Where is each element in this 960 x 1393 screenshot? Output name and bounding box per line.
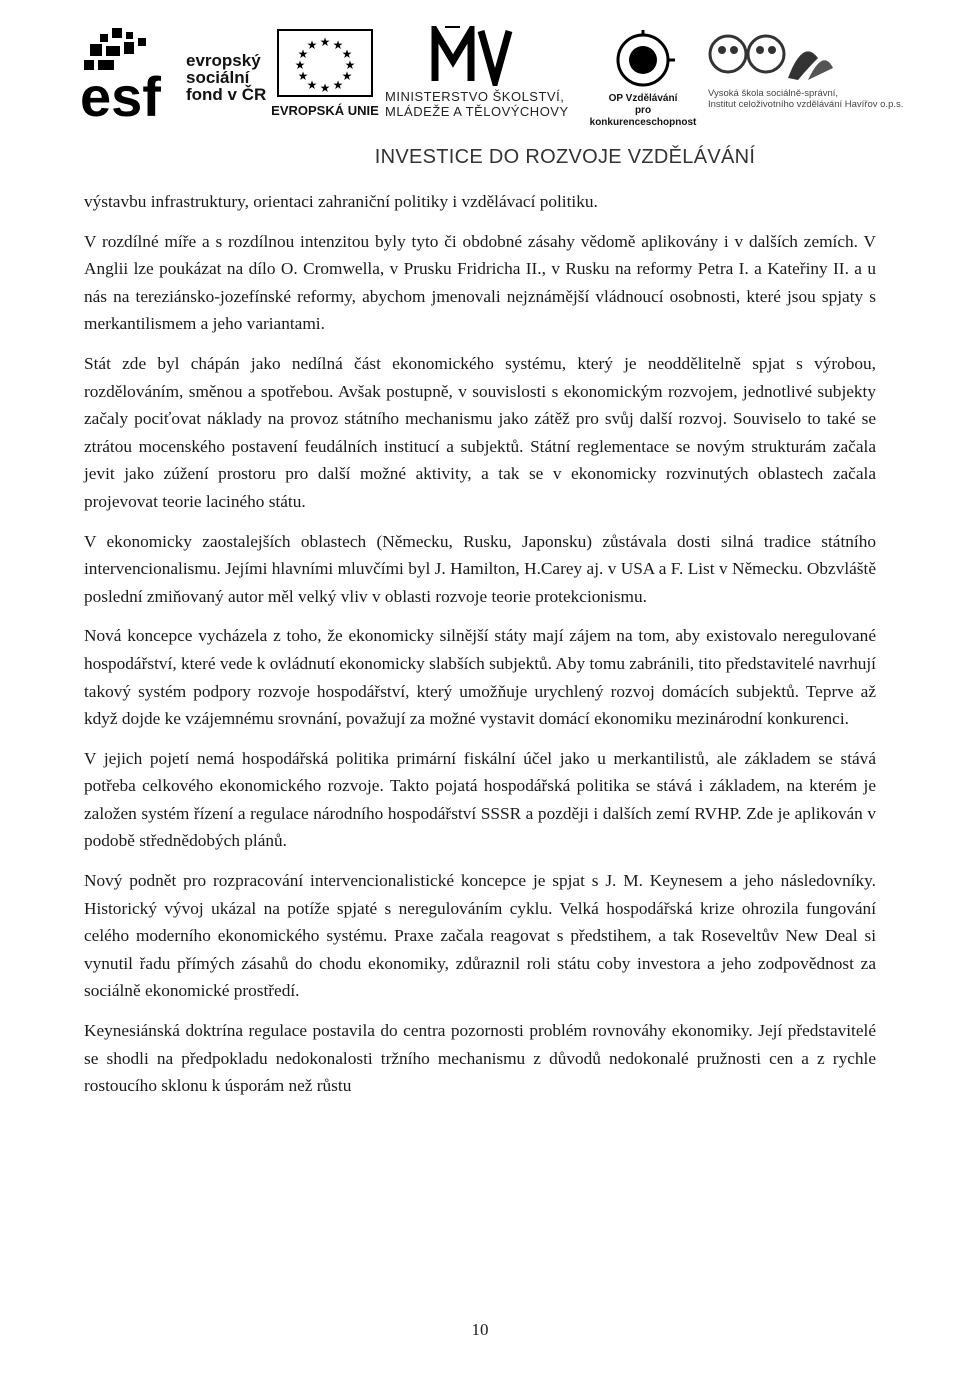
paragraph-3: Stát zde byl chápán jako nedílná část ekonomického systému, který je neoddělitelně spjat s výrobou, rozdělováním, směnou a spotřebou. Avšak postupně, v souvislosti s ekonomickým rozvojem, jednotlivé subjekty začaly pociťovat náklady na provoz státního mechanismu jako zátěž pro svůj další rozvoj. Souviselo to také se ztrátou mocenského postavení feudálních institucí a subjektů. Státní reglementace se novým strukturám začala jevit jako zúžení prostoru pro další možné aktivity, a tak se v ekonomicky rozvinutých oblastech začala projevovat teorie laciného státu. bbox=[84, 353, 876, 511]
paragraph-6: V jejich pojetí nemá hospodářská politika primární fiskální účel jako u merkantilistů, ale základem se stává potřeba celkového ekonomického rozvoje. Takto pojatá hospodářská politika se stává i základem, na kterém je založen systém řízení a regulace národního hospodářství SSSR a později i dalších zemí RVHP. Zde je aplikován v podobě střednědobých plánů. bbox=[84, 748, 876, 851]
paragraph-5: Nová koncepce vycházela z toho, že ekonomicky silnější státy mají zájem na tom, aby existovalo neregulované hospodářství, které vede k ovládnutí ekonomicky slabších subjektů. Aby tomu zabránili, tito představitelé navrhují takový systém podpory rozvoje hospodářství, který umožňuje urychlený rozvoj domácích subjektů. Teprve až když dojde ke vzájemnému srovnání, považují za možné vystavit domácí ekonomiku mezinárodní konkurenci. bbox=[84, 626, 876, 729]
svg-text:★: ★ bbox=[294, 58, 306, 72]
esf-text-line-2: sociální bbox=[186, 68, 250, 87]
document-body bbox=[84, 188, 876, 1112]
eu-flag-icon bbox=[270, 28, 380, 100]
svg-text:★: ★ bbox=[319, 35, 331, 49]
svg-text:★: ★ bbox=[319, 81, 331, 95]
vs-owl-icon bbox=[708, 28, 923, 84]
svg-text:★: ★ bbox=[332, 78, 344, 92]
svg-text:★: ★ bbox=[306, 38, 318, 52]
svg-text:★: ★ bbox=[341, 69, 353, 83]
msmt-text-line-1: MINISTERSTVO ŠKOLSTVÍ, bbox=[385, 89, 565, 104]
paragraph-2: V rozdílné míře a s rozdílnou intenzitou byly tyto či obdobné zásahy vědomě aplikovány i v dalších zemích. V Anglii lze poukázat na dílo O. Cromwella, v Prusku Fridricha II., v Rusku na reformy Petra I. a Kateřiny II. a u nás na tereziánsko-jozefínské reformy, abychom jmenovali nejznámější vládnoucí osobnosti, které jsou spjaty s merkantilismem a jeho variantami. bbox=[84, 231, 876, 334]
paragraph-7: Nový podnět pro rozpracování intervencionalistické koncepce je spjat s J. M. Keynesem a jeho následovníky. Historický vývoj ukázal na potíže spjaté s neregulováním cyklu. Velká hospodářská krize ohrozila fungování celého moderního ekonomického systému. Praxe začala reagovat s předstihem, a tak Roseveltův New Deal si vynutil řadu přímých zásahů do chodu ekonomiky, zdůraznil roli státu coby investora a jeho zodpovědnost za sociálně ekonomické prostředí. bbox=[84, 871, 876, 1001]
svg-text:★: ★ bbox=[306, 78, 318, 92]
esf-logo bbox=[80, 28, 270, 118]
svg-text:★: ★ bbox=[332, 38, 344, 52]
vs-text-line-1: Vysoká škola sociálně-správní, bbox=[708, 88, 839, 99]
svg-text:★: ★ bbox=[341, 47, 353, 61]
msmt-logo bbox=[385, 26, 585, 118]
op-logo bbox=[583, 30, 703, 128]
paragraph-8: Keynesiánská doktrína regulace postavila do centra pozornosti problém rovnováhy ekonomiky. Její představitelé se shodli na předpokladu nedokonalosti tržního mechanismu z důvodů nedokonalé pružnosti cen a z rychle rostoucího sklonu k úsporám než růstu bbox=[84, 1021, 876, 1096]
op-text-line-2: pro konkurenceschopnost bbox=[589, 105, 697, 128]
page-header bbox=[0, 0, 960, 180]
eu-logo-text: EVROPSKÁ UNIE bbox=[271, 103, 379, 118]
op-text-line-1: OP Vzdělávání bbox=[608, 93, 678, 104]
eu-logo bbox=[270, 28, 380, 120]
svg-text:esf: esf bbox=[80, 65, 161, 118]
msmt-text-line-2: MLÁDEŽE A TĚLOVÝCHOVY bbox=[385, 104, 569, 119]
esf-text-line-1: evropský bbox=[186, 51, 261, 70]
paragraph-4: V ekonomicky zaostalejších oblastech (Německu, Rusku, Japonsku) zůstávala dosti silná tradice státního intervencionalismu. Jejími hlavními mluvčími byl J. Hamilton, H.Carey aj. v USA a F. List v Německu. Obzvláště poslední zmiňovaný autor měl velký vliv v oblasti rozvoje teorie protekcionismu. bbox=[84, 531, 876, 606]
vs-logo bbox=[708, 28, 923, 120]
svg-text:★: ★ bbox=[297, 47, 309, 61]
svg-text:★: ★ bbox=[344, 58, 356, 72]
svg-text:★: ★ bbox=[297, 69, 309, 83]
esf-mark-icon bbox=[80, 28, 180, 118]
page-number: 10 bbox=[471, 1320, 489, 1339]
msmt-mark-icon bbox=[385, 26, 525, 86]
paragraph-1: výstavbu infrastruktury, orientaci zahraniční politiky i vzdělávací politiku. bbox=[84, 192, 598, 211]
op-mark-icon bbox=[583, 30, 703, 90]
vs-text-line-2: Institut celoživotního vzdělávání Havířov o.p.s. bbox=[708, 99, 904, 110]
esf-text-line-3: fond v ČR bbox=[186, 85, 267, 104]
header-slogan: INVESTICE DO ROZVOJE VZDĚLÁVÁNÍ bbox=[374, 146, 756, 168]
